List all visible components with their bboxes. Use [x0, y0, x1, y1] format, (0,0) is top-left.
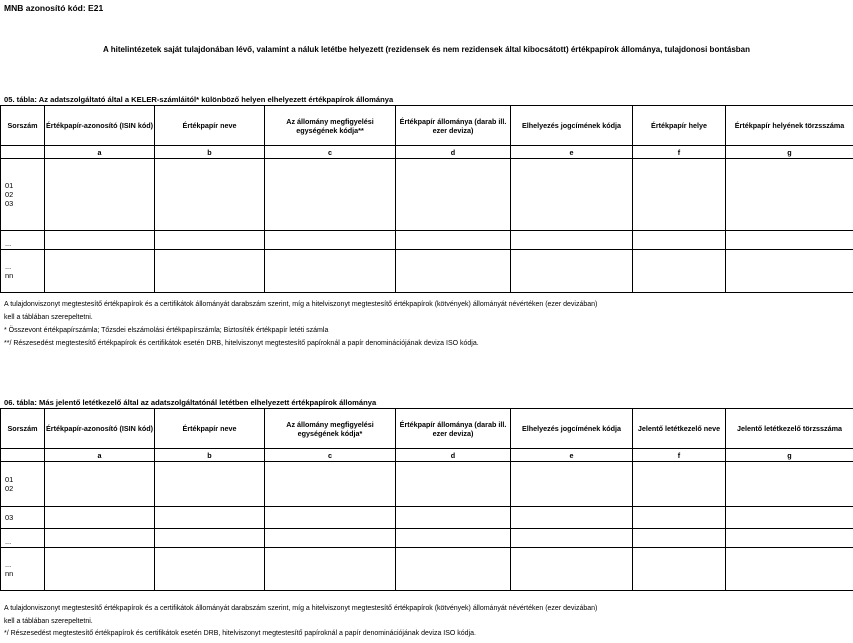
table05-rows-tail	[1, 250, 45, 293]
table05-header-title-code: Elhelyezés jogcímének kódja	[511, 106, 633, 146]
table06-note: kell a táblában szerepeltetni.	[4, 618, 93, 625]
table-row	[1, 159, 853, 231]
table-row	[1, 250, 853, 293]
table-cell[interactable]	[511, 548, 633, 591]
table06-letter-e: e	[511, 449, 633, 462]
table-cell[interactable]	[726, 462, 853, 507]
table06-letter-row	[1, 449, 853, 462]
table-cell[interactable]	[396, 529, 511, 548]
table05-letter-f: f	[633, 146, 726, 159]
table-row	[1, 507, 853, 529]
table-cell[interactable]	[265, 462, 396, 507]
table-cell[interactable]	[511, 159, 633, 231]
table06-header-sorszam: Sorszám	[1, 409, 45, 449]
table06-rows-01-02	[1, 462, 45, 507]
table-cell[interactable]	[726, 548, 853, 591]
table05-header-sorszam: Sorszám	[1, 106, 45, 146]
table05-rows-01-03	[1, 159, 45, 231]
row-number: 03	[1, 507, 45, 529]
table-cell[interactable]	[396, 507, 511, 529]
table-cell[interactable]	[155, 462, 265, 507]
table-cell[interactable]	[45, 529, 155, 548]
table-row	[1, 462, 853, 507]
row-number: 03	[5, 199, 14, 208]
table05-letter-e: e	[511, 146, 633, 159]
row-number: ...	[5, 560, 12, 569]
table-cell[interactable]	[45, 159, 155, 231]
table05-footnote: **/ Részesedést megtestesítő értékpapírok és certifikátok esetén DRB, hitelviszonyt megtestesítő papíroknál a papír denominációjának deviza ISO kódja.	[4, 340, 479, 347]
row-number: 02	[5, 190, 14, 199]
table-cell[interactable]	[633, 231, 726, 250]
table-cell[interactable]	[726, 507, 853, 529]
table-cell[interactable]	[511, 529, 633, 548]
table-cell[interactable]	[155, 529, 265, 548]
table05-header-place: Értékpapír helye	[633, 106, 726, 146]
table-cell[interactable]	[511, 250, 633, 293]
table06-header-row	[1, 409, 853, 449]
table-cell[interactable]	[511, 231, 633, 250]
table05-caption: 05. tábla: Az adatszolgáltató által a KELER-számláitól* különböző helyen elhelyezett értékpapírok állománya	[4, 95, 394, 104]
table05-letter-blank	[1, 146, 45, 159]
table06-caption: 06. tábla: Más jelentő letétkezelő által az adatszolgáltatónál letétben elhelyezett értékpapírok állománya	[4, 398, 377, 407]
table-cell[interactable]	[633, 507, 726, 529]
table-row	[1, 548, 853, 591]
table05-letter-c: c	[265, 146, 396, 159]
table06	[0, 408, 853, 591]
table-cell[interactable]	[265, 250, 396, 293]
table-cell[interactable]	[396, 250, 511, 293]
table-cell[interactable]	[45, 250, 155, 293]
row-number: ...	[5, 262, 12, 271]
table06-header-amount: Értékpapír állománya (darab ill. ezer deviza)	[396, 409, 511, 449]
table06-header-title-code: Elhelyezés jogcímének kódja	[511, 409, 633, 449]
table-cell[interactable]	[633, 462, 726, 507]
table06-note: A tulajdonviszonyt megtestesítő értékpapírok és a certifikátok állományát darabszám szerint, míg a hitelviszonyt megtestesítő értékpapírok (kötvények) állományát névértéken (ezer devizában)	[4, 605, 598, 612]
row-number: 02	[5, 484, 14, 493]
table05-letter-a: a	[45, 146, 155, 159]
table-cell[interactable]	[726, 250, 853, 293]
table-cell[interactable]	[45, 462, 155, 507]
table06-footnote: */ Részesedést megtestesítő értékpapírok és certifikátok esetén DRB, hitelviszonyt megtestesítő papíroknál a papír denominációjának deviza ISO kódja.	[4, 630, 476, 637]
table-cell[interactable]	[633, 529, 726, 548]
table05-note: A tulajdonviszonyt megtestesítő értékpapírok és a certifikátok állományát darabszám szerint, míg a hitelviszonyt megtestesítő értékpapírok (kötvények) állományát névértéken (ezer devizában)	[4, 301, 598, 308]
table06-letter-f: f	[633, 449, 726, 462]
table05-note: kell a táblában szerepeltetni.	[4, 314, 93, 321]
row-number: ...	[1, 231, 45, 250]
table05-letter-row	[1, 146, 853, 159]
table-cell[interactable]	[265, 507, 396, 529]
table05-letter-g: g	[726, 146, 853, 159]
table-cell[interactable]	[265, 529, 396, 548]
table-cell[interactable]	[45, 548, 155, 591]
table06-header-unit-code: Az állomány megfigyelési egységének kódja*	[265, 409, 396, 449]
table06-letter-a: a	[45, 449, 155, 462]
table06-header-custodian-id: Jelentő letétkezelő törzsszáma	[726, 409, 853, 449]
table05-letter-b: b	[155, 146, 265, 159]
table-cell[interactable]	[265, 159, 396, 231]
table-cell[interactable]	[45, 231, 155, 250]
table05-letter-d: d	[396, 146, 511, 159]
table-row	[1, 231, 853, 250]
table-cell[interactable]	[396, 159, 511, 231]
table-cell[interactable]	[633, 250, 726, 293]
document-title: A hitelintézetek saját tulajdonában lévő, valamint a náluk letétbe helyezett (rezidensek és nem rezidensek által kibocsátott) értékpapírok állománya, tulajdonosi bontásban	[103, 45, 750, 54]
table-cell[interactable]	[511, 462, 633, 507]
table-cell[interactable]	[633, 159, 726, 231]
table-cell[interactable]	[396, 462, 511, 507]
table-cell[interactable]	[265, 548, 396, 591]
table-cell[interactable]	[155, 250, 265, 293]
table-cell[interactable]	[396, 548, 511, 591]
table06-header-isin: Értékpapír-azonosító (ISIN kód)	[45, 409, 155, 449]
table05-header-isin: Értékpapír-azonosító (ISIN kód)	[45, 106, 155, 146]
table06-letter-b: b	[155, 449, 265, 462]
table-cell[interactable]	[726, 529, 853, 548]
row-number: nn	[5, 569, 14, 578]
table05-header-amount: Értékpapír állománya (darab ill. ezer deviza)	[396, 106, 511, 146]
table05-header-name: Értékpapír neve	[155, 106, 265, 146]
row-number: 01	[5, 475, 14, 484]
table-cell[interactable]	[155, 548, 265, 591]
table05-footnote: * Összevont értékpapírszámla; Tőzsdei elszámolási értékpapírszámla; Biztosíték értékpapír letéti számla	[4, 327, 329, 334]
table06-letter-d: d	[396, 449, 511, 462]
table05	[0, 105, 853, 293]
table05-header-row	[1, 106, 853, 146]
table06-letter-blank	[1, 449, 45, 462]
table-cell[interactable]	[45, 507, 155, 529]
table-cell[interactable]	[633, 548, 726, 591]
table05-header-unit-code: Az állomány megfigyelési egységének kódja**	[265, 106, 396, 146]
table-cell[interactable]	[155, 507, 265, 529]
row-number: ...	[1, 529, 45, 548]
row-number: 01	[5, 181, 14, 190]
table06-header-custodian-name: Jelentő letétkezelő neve	[633, 409, 726, 449]
table-cell[interactable]	[511, 507, 633, 529]
table06-letter-g: g	[726, 449, 853, 462]
table06-header-name: Értékpapír neve	[155, 409, 265, 449]
mnb-code: MNB azonosító kód: E21	[4, 3, 104, 13]
table05-header-place-id: Értékpapír helyének törzsszáma	[726, 106, 853, 146]
table06-rows-tail	[1, 548, 45, 591]
table-cell[interactable]	[155, 159, 265, 231]
table06-letter-c: c	[265, 449, 396, 462]
table-row	[1, 529, 853, 548]
table-cell[interactable]	[726, 231, 853, 250]
table-cell[interactable]	[265, 231, 396, 250]
table-cell[interactable]	[155, 231, 265, 250]
table-cell[interactable]	[726, 159, 853, 231]
row-number: nn	[5, 271, 14, 280]
table-cell[interactable]	[396, 231, 511, 250]
